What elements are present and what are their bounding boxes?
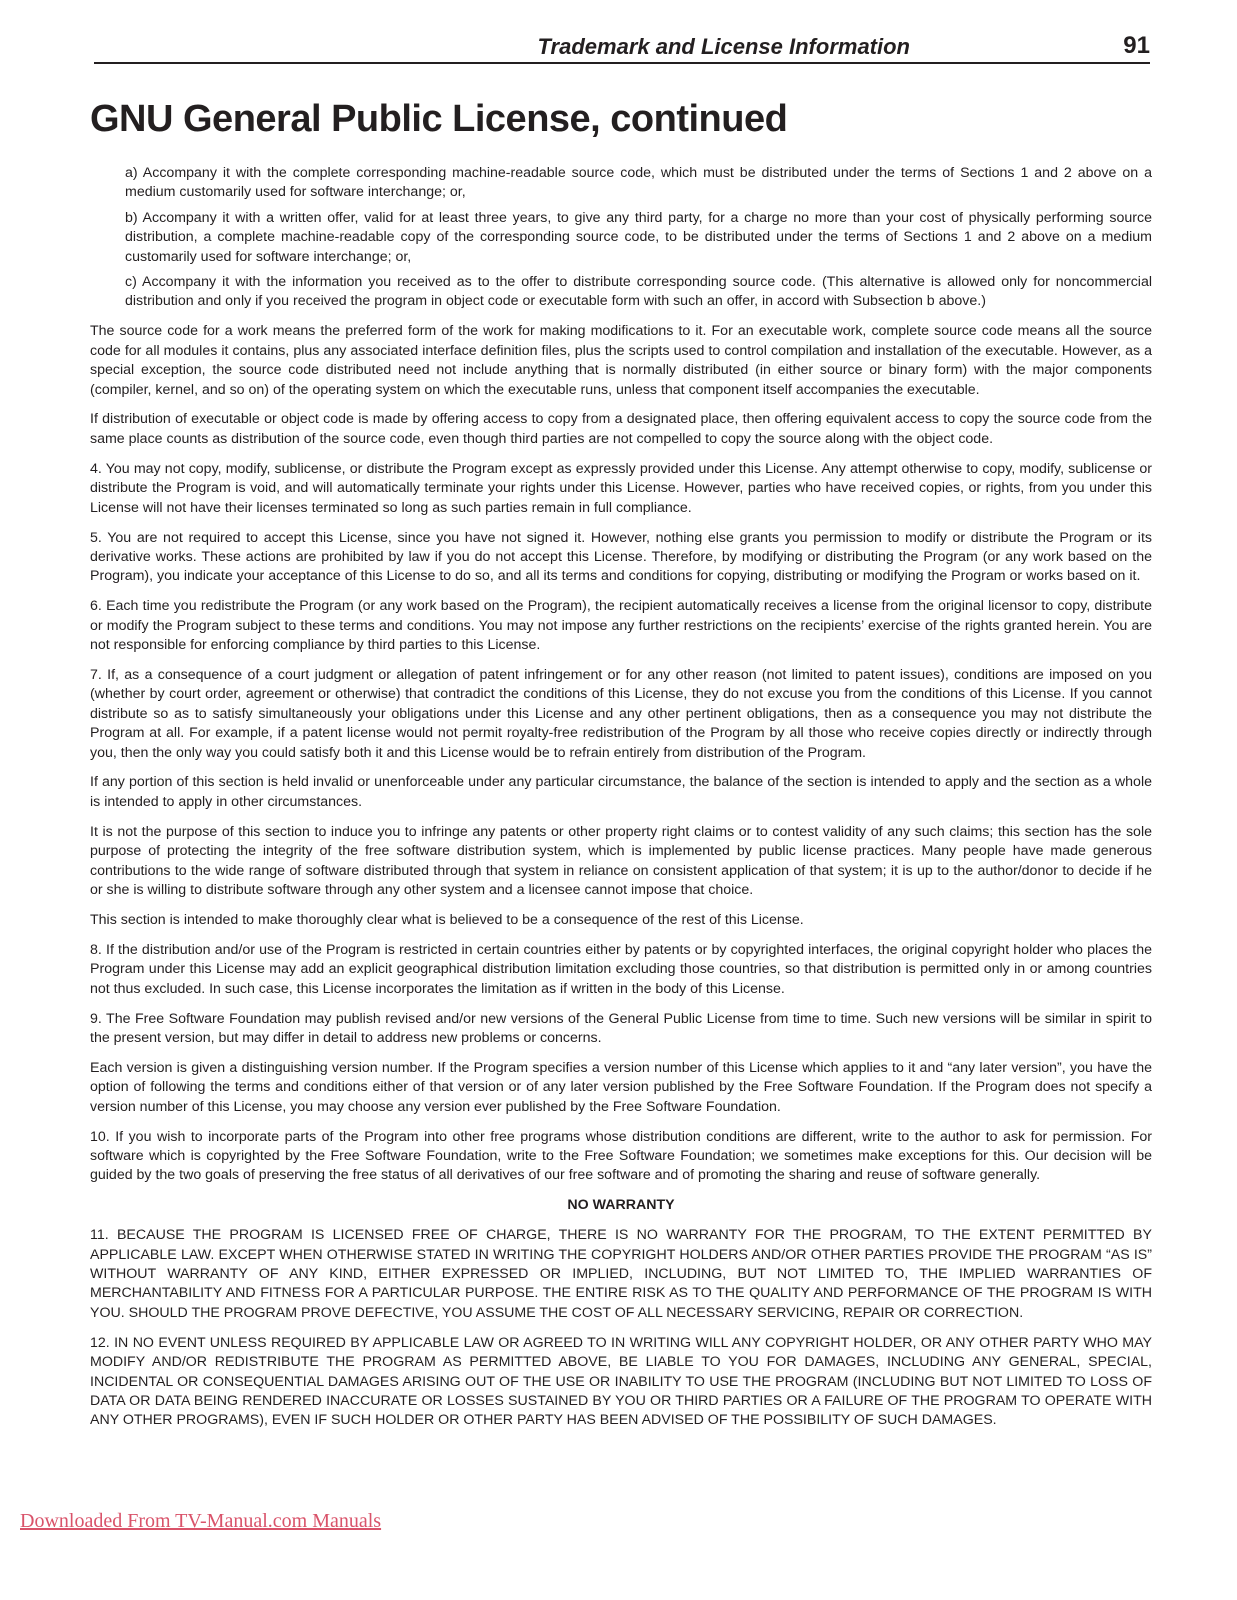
paragraph-section-10: 10. If you wish to incorporate parts of the Program into other free programs whose distribution conditions are different, write to the author to ask for permission. For software which is copyrighted by the Free Software Foundation, write to the Free Software Foundation; we sometimes make exceptions for this. Our decision will be guided by the two goals of preserving the free status of all derivatives of our free software and of promoting the sharing and reuse of software generally.	[90, 1128, 1152, 1184]
paragraph-section-11: 11. BECAUSE THE PROGRAM IS LICENSED FREE OF CHARGE, THERE IS NO WARRANTY FOR THE PROGRAM, TO THE EXTENT PERMITTED BY APPLICABLE LAW. EXCEPT WHEN OTHERWISE STATED IN WRITING THE COPYRIGHT HOLDERS AND/OR OTHER PARTIES PROVIDE THE PROGRAM “AS IS” WITHOUT WARRANTY OF ANY KIND, EITHER EXPRESSED OR IMPLIED, INCLUDING, BUT NOT LIMITED TO, THE IMPLIED WARRANTIES OF MERCHANTABILITY AND FITNESS FOR A PARTICULAR PURPOSE. THE ENTIRE RISK AS TO THE QUALITY AND PERFORMANCE OF THE PROGRAM IS WITH YOU. SHOULD THE PROGRAM PROVE DEFECTIVE, YOU ASSUME THE COST OF ALL NECESSARY SERVICING, REPAIR OR CORRECTION.	[90, 1227, 1152, 1321]
license-body	[90, 164, 1152, 1441]
page-title: GNU General Public License, continued	[90, 98, 788, 140]
sub-item-b: b) Accompany it with a written offer, valid for at least three years, to give any third party, for a charge no more than your cost of physically performing source distribution, a complete machine-readable copy of the corresponding source code, to be distributed under the terms of Sections 1 and 2 above on a medium customarily used for software interchange; or,	[125, 209, 1152, 265]
paragraph-source-code: The source code for a work means the preferred form of the work for making modifications to it. For an executable work, complete source code means all the source code for all modules it contains, plus any associated interface definition files, plus the scripts used to control compilation and installation of the executable. However, as a special exception, the source code distributed need not include anything that is normally distributed (in either source or binary form) with the major components (compiler, kernel, and so on) of the operating system on which the executable runs, unless that component itself accompanies the executable.	[90, 323, 1152, 398]
paragraph-invalid-portion: If any portion of this section is held invalid or unenforceable under any particular circumstance, the balance of the section is intended to apply and the section as a whole is intended to apply in other circumstances.	[90, 774, 1152, 810]
paragraph-distribution-access: If distribution of executable or object code is made by offering access to copy from a designated place, then offering equivalent access to copy the source code from the same place counts as distribution of the source code, even though third parties are not compelled to copy the source along with the object code.	[90, 411, 1152, 447]
paragraph-section-8: 8. If the distribution and/or use of the Program is restricted in certain countries either by patents or by copyrighted interfaces, the original copyright holder who places the Program under this License may add an explicit geographical distribution limitation excluding those countries, so that distribution is permitted only in or among countries not thus excluded. In such case, this License incorporates the limitation as if written in the body of this License.	[90, 941, 1152, 997]
paragraph-section-5: 5. You are not required to accept this License, since you have not signed it. However, nothing else grants you permission to modify or distribute the Program or its derivative works. These actions are prohibited by law if you do not accept this License. Therefore, by modifying or distributing the Program (or any work based on the Program), you indicate your acceptance of this License to do so, and all its terms and conditions for copying, distributing or modifying the Program or works based on it.	[90, 529, 1152, 585]
paragraph-version-number: Each version is given a distinguishing version number. If the Program specifies a version number of this License which applies to it and “any later version”, you have the option of following the terms and conditions either of that version or of any later version published by the Free Software Foundation. If the Program does not specify a version number of this License, you may choose any version ever published by the Free Software Foundation.	[90, 1059, 1152, 1115]
page-number: 91	[1123, 32, 1150, 59]
sub-item-c: c) Accompany it with the information you received as to the offer to distribute corresponding source code. (This alternative is allowed only for noncommercial distribution and only if you received the program in object code or executable form with such an offer, in accord with Subsection b above.)	[125, 274, 1152, 310]
sub-item-a: a) Accompany it with the complete corresponding machine-readable source code, which must be distributed under the terms of Sections 1 and 2 above on a medium customarily used for software interchange; or,	[125, 165, 1152, 201]
paragraph-section-4: 4. You may not copy, modify, sublicense, or distribute the Program except as expressly provided under this License. Any attempt otherwise to copy, modify, sublicense or distribute the Program is void, and will automatically terminate your rights under this License. However, parties who have received copies, or rights, from you under this License will not have their licenses terminated so long as such parties remain in full compliance.	[90, 460, 1152, 516]
header-title: Trademark and License Information	[537, 34, 910, 59]
paragraph-section-9: 9. The Free Software Foundation may publish revised and/or new versions of the General Public License from time to time. Such new versions will be similar in spirit to the present version, but may differ in detail to address new problems or concerns.	[90, 1010, 1152, 1046]
paragraph-section-12: 12. IN NO EVENT UNLESS REQUIRED BY APPLICABLE LAW OR AGREED TO IN WRITING WILL ANY COPYRIGHT HOLDER, OR ANY OTHER PARTY WHO MAY MODIFY AND/OR REDISTRIBUTE THE PROGRAM AS PERMITTED ABOVE, BE LIABLE TO YOU FOR DAMAGES, INCLUDING ANY GENERAL, SPECIAL, INCIDENTAL OR CONSEQUENTIAL DAMAGES ARISING OUT OF THE USE OR INABILITY TO USE THE PROGRAM (INCLUDING BUT NOT LIMITED TO LOSS OF DATA OR DATA BEING RENDERED INACCURATE OR LOSSES SUSTAINED BY YOU OR THIRD PARTIES OR A FAILURE OF THE PROGRAM TO OPERATE WITH ANY OTHER PROGRAMS), EVEN IF SUCH HOLDER OR OTHER PARTY HAS BEEN ADVISED OF THE POSSIBILITY OF SUCH DAMAGES.	[90, 1334, 1152, 1429]
paragraph-section-clarity: This section is intended to make thoroughly clear what is believed to be a consequence of the rest of this License.	[90, 911, 804, 928]
paragraph-section-purpose: It is not the purpose of this section to induce you to infringe any patents or other property right claims or to contest validity of any such claims; this section has the sole purpose of protecting the integrity of the free software distribution system, which is implemented by public license practices. Many people have made generous contributions to the wide range of software distributed through that system in reliance on consistent application of that system; it is up to the author/donor to decide if he or she is willing to distribute software through any other system and a licensee cannot impose that choice.	[90, 823, 1152, 898]
page-header	[94, 30, 1150, 64]
no-warranty-heading: NO WARRANTY	[567, 1197, 675, 1214]
footer-download-link[interactable]: Downloaded From TV-Manual.com Manuals	[20, 1510, 382, 1532]
paragraph-section-6: 6. Each time you redistribute the Program (or any work based on the Program), the recipient automatically receives a license from the original licensor to copy, distribute or modify the Program subject to these terms and conditions. You may not impose any further restrictions on the recipients’ exercise of the rights granted herein. You are not responsible for enforcing compliance by third parties to this License.	[90, 598, 1152, 654]
paragraph-section-7: 7. If, as a consequence of a court judgment or allegation of patent infringement or for any other reason (not limited to patent issues), conditions are imposed on you (whether by court order, agreement or otherwise) that contradict the conditions of this License, they do not excuse you from the conditions of this License. If you cannot distribute so as to satisfy simultaneously your obligations under this License and any other pertinent obligations, then as a consequence you may not distribute the Program at all. For example, if a patent license would not permit royalty-free redistribution of the Program by all those who receive copies directly or indirectly through you, then the only way you could satisfy both it and this License would be to refrain entirely from distribution of the Program.	[90, 666, 1152, 761]
